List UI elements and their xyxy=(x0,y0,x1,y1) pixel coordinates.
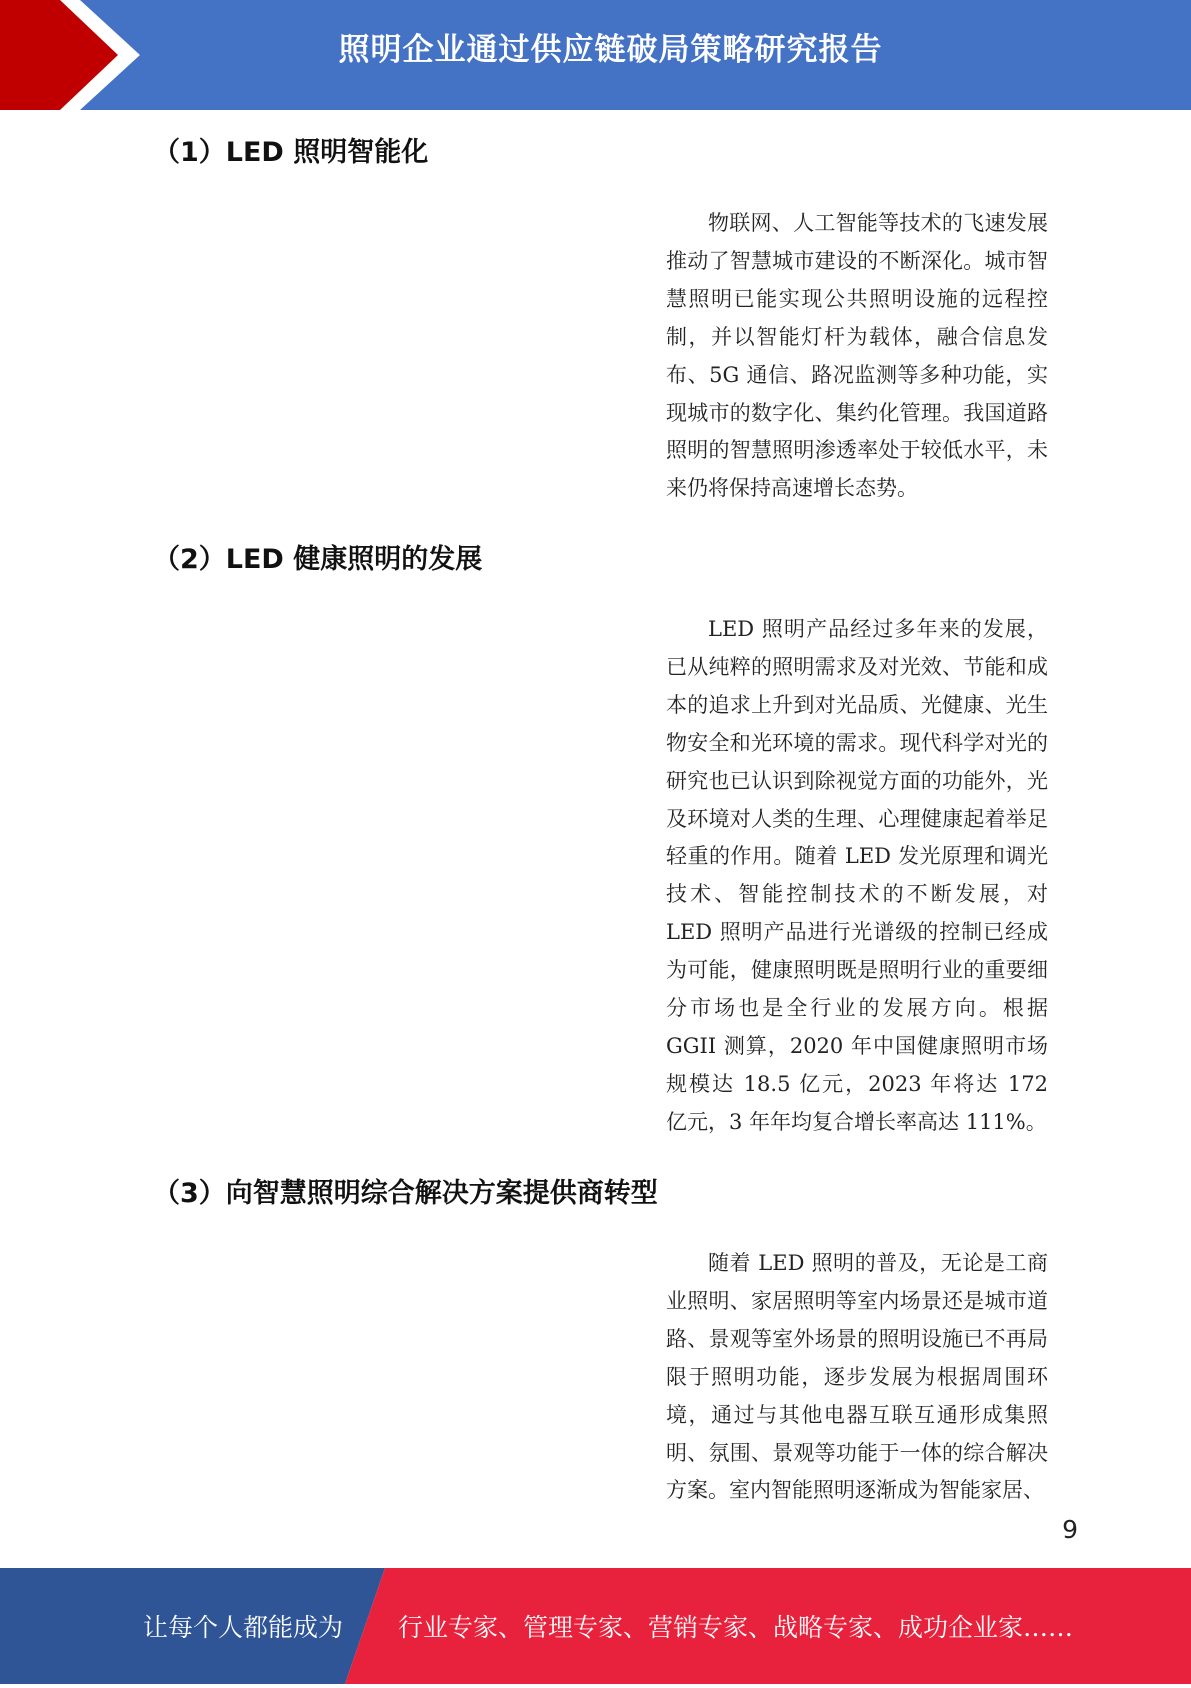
section-heading-2: （2）LED 健康照明的发展 xyxy=(153,544,483,575)
footer-slogan-left: 让每个人都能成为 xyxy=(143,1613,344,1642)
page-footer xyxy=(0,1568,1191,1684)
section-heading-1: （1）LED 照明智能化 xyxy=(153,137,429,168)
footer-slogan-right: 行业专家、管理专家、营销专家、战略专家、成功企业家…… xyxy=(398,1613,1074,1642)
section-paragraph-1: 物联网、人工智能等技术的飞速发展推动了智慧城市建设的不断深化。城市智慧照明已能实现公共照明设施的远程控制，并以智能灯杆为载体，融合信息发布、5G 通信、路况监测等多种功能，实现城市的数字化、集约化管理。我国道路照明的智慧照明渗透率处于较低水平，未来仍将保持高速增长态势。 xyxy=(666,211,1048,501)
section-paragraph-2: LED 照明产品经过多年来的发展，已从纯粹的照明需求及对光效、节能和成本的追求上升到对光品质、光健康、光生物安全和光环境的需求。现代科学对光的研究也已认识到除视觉方面的功能外，光及环境对人类的生理、心理健康起着举足轻重的作用。随着 LED 发光原理和调光技术、智能控制技术的不断发展，对 LED 照明产品进行光谱级的控制已经成为可能，健康照明既是照明行业的重要细分市场也是全行业的发展方向。根据 GGII 测算，2020 年中国健康照明市场规模达 18.5 亿元，2023 年将达 172 亿元，3 年年均复合增长率高达 111%。 xyxy=(666,617,1048,1134)
page-number: 9 xyxy=(1062,1515,1078,1544)
page-header xyxy=(0,0,1191,110)
section-paragraph-3: 随着 LED 照明的普及，无论是工商业照明、家居照明等室内场景还是城市道路、景观等室外场景的照明设施已不再局限于照明功能，逐步发展为根据周围环境，通过与其他电器互联互通形成集照明、氛围、景观等功能于一体的综合解决方案。室内智能照明逐渐成为智能家居、 xyxy=(666,1251,1048,1503)
section-heading-3: （3）向智慧照明综合解决方案提供商转型 xyxy=(153,1178,658,1209)
report-title: 照明企业通过供应链破局策略研究报告 xyxy=(338,32,883,68)
